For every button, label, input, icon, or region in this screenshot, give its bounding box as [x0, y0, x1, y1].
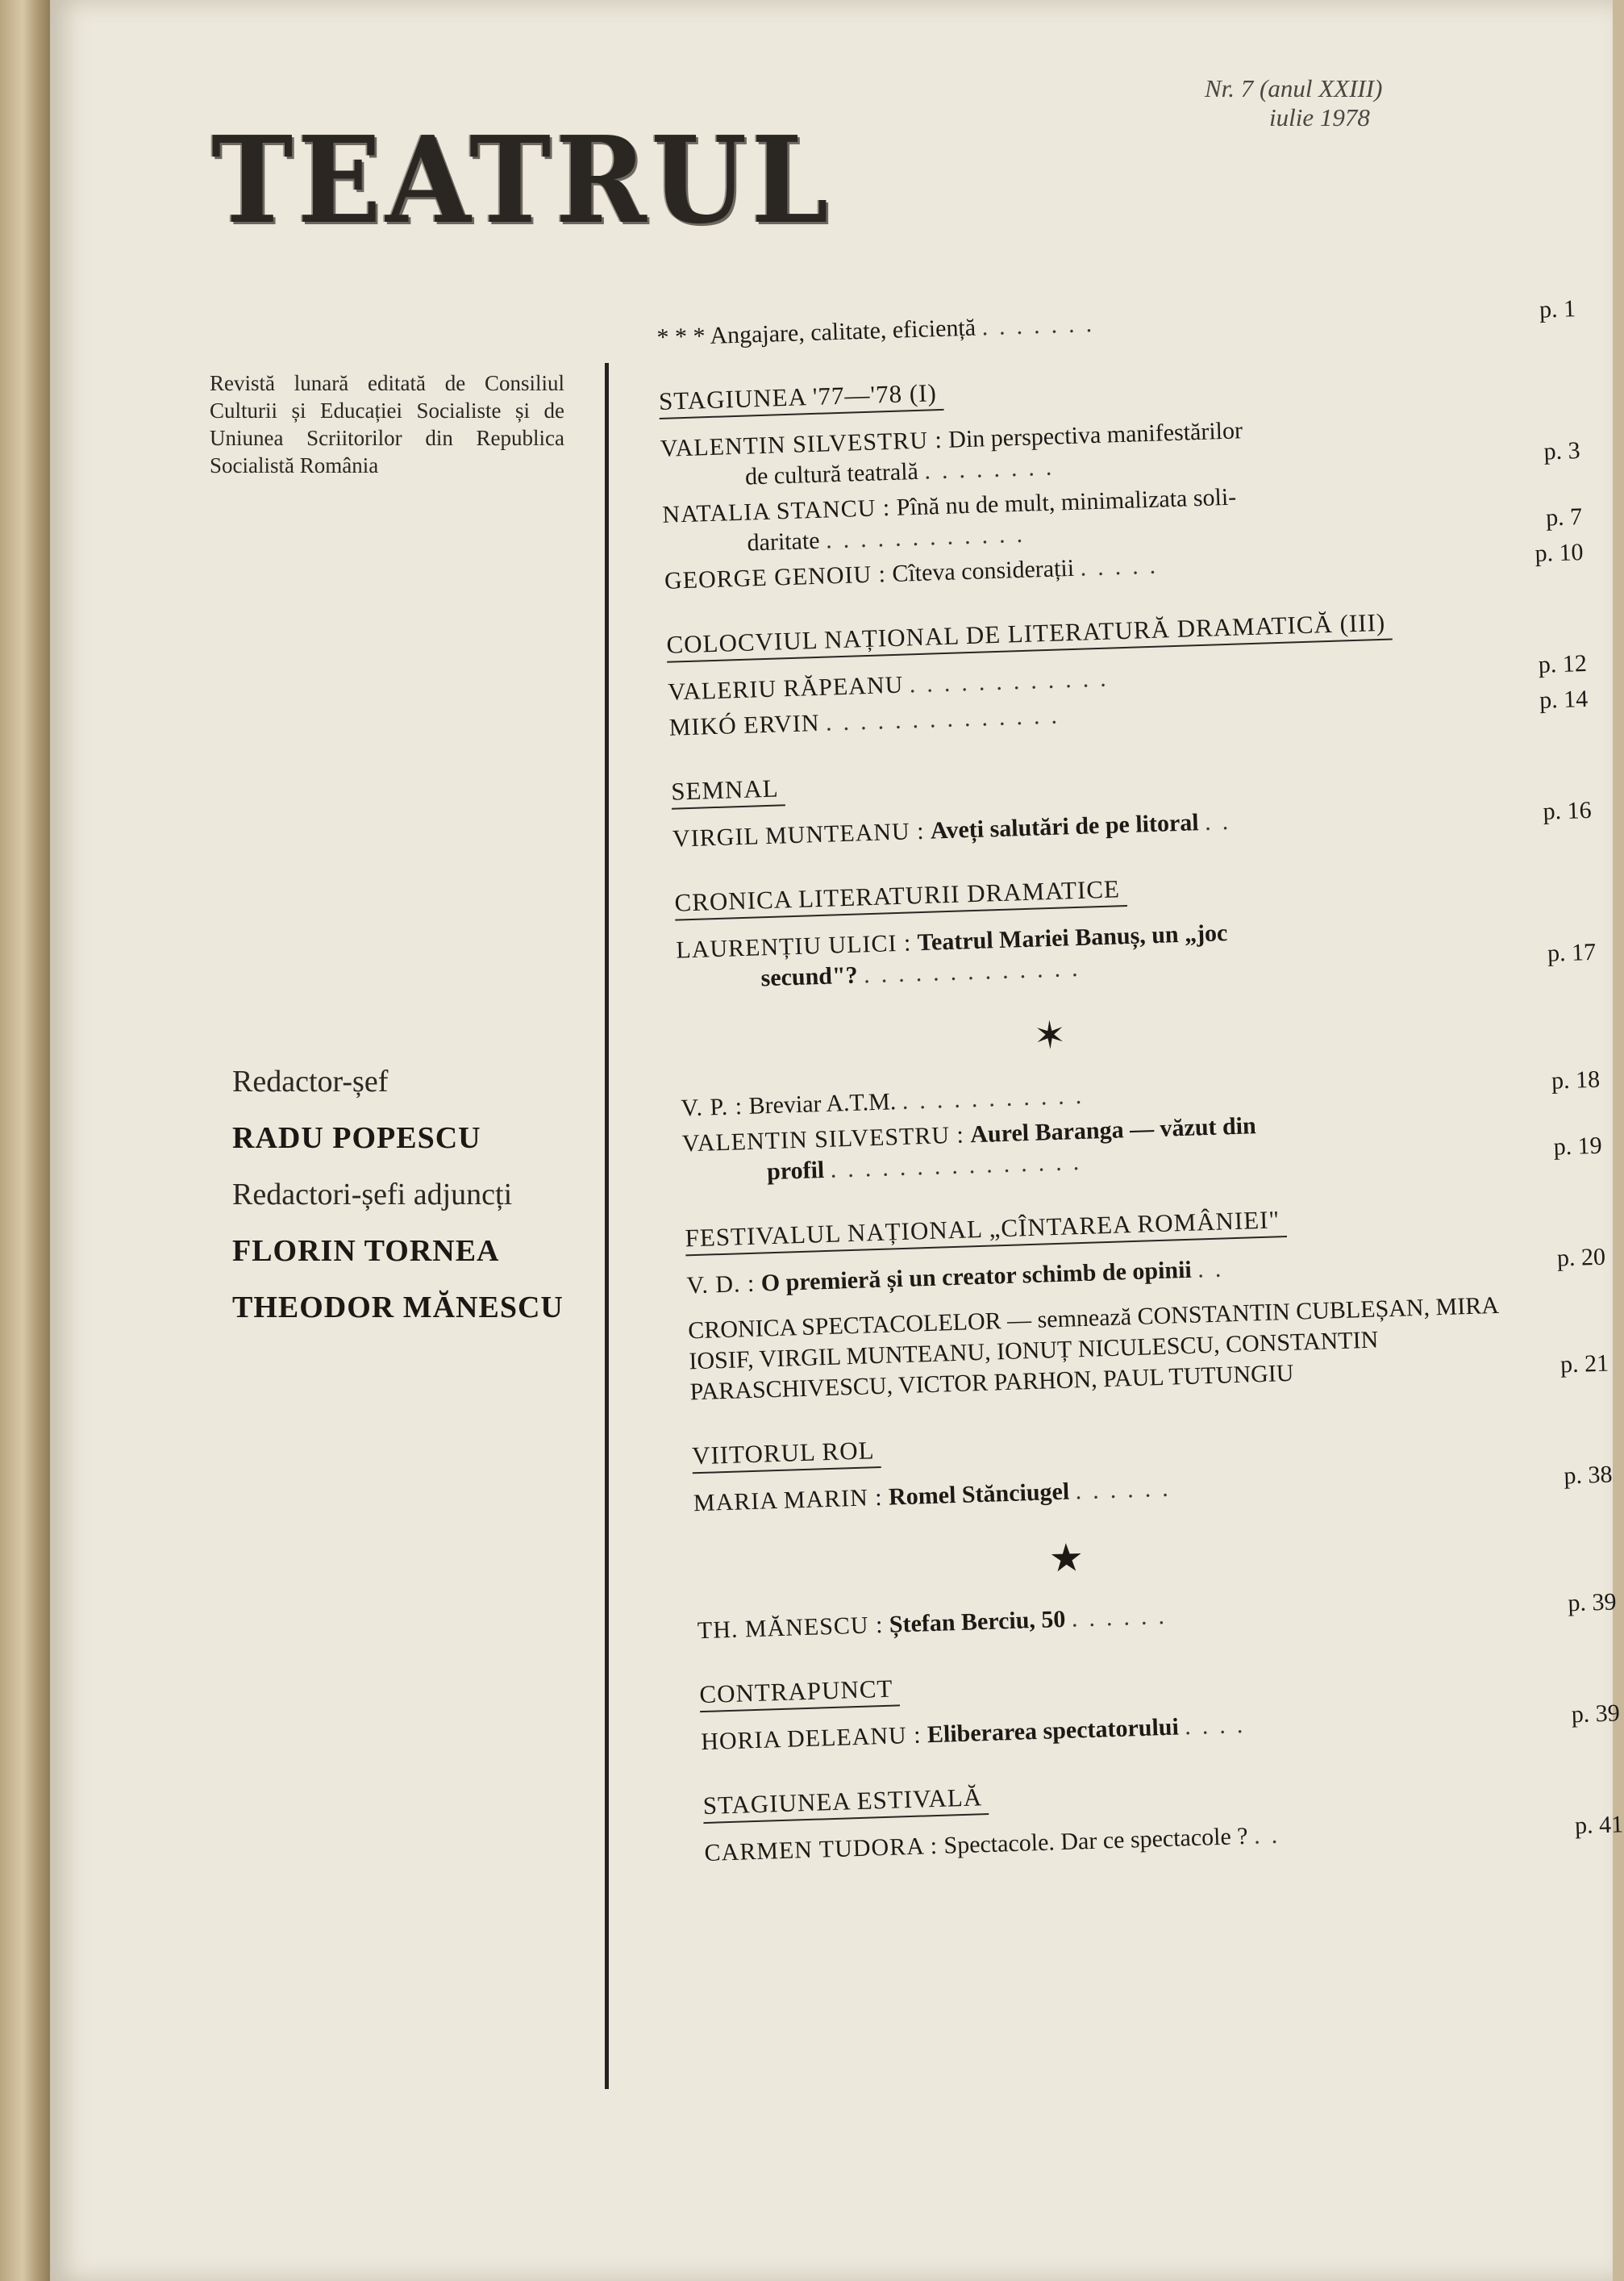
toc-page-number: p. 12: [1538, 649, 1588, 678]
toc-entry-title: * * * Angajare, calitate, eficiență: [656, 314, 976, 351]
chief-editor-name: RADU POPESCU: [232, 1121, 481, 1155]
toc-author: MARIA MARIN :: [693, 1483, 884, 1517]
toc-entry: GEORGE GENOIU : Cîteva considerații ..... p. 10: [664, 539, 1584, 594]
masthead: [211, 110, 833, 250]
toc-entry-title: O premieră și un creator schimb de opinii: [760, 1256, 1193, 1297]
masthead-logo: TEATRUL: [211, 110, 833, 250]
toc-author: V. D. :: [686, 1270, 756, 1299]
table-of-contents: [656, 294, 1624, 1874]
toc-entry-title: Aveți salutări de pe litoral: [930, 809, 1200, 844]
separator-star-icon: ★: [1048, 1537, 1085, 1581]
toc-page-number: p. 39: [1571, 1699, 1621, 1728]
toc-author: VALENTIN SILVESTRU :: [660, 426, 943, 462]
column-divider: [605, 363, 609, 2089]
toc-section-heading: SEMNAL: [671, 772, 786, 809]
toc-entry: CARMEN TUDORA : Spectacole. Dar ce spectacole ? .. p. 41: [704, 1811, 1624, 1867]
toc-page-number: p. 3: [1543, 437, 1581, 465]
toc-page-number: p. 16: [1543, 796, 1593, 825]
toc-entry: MIKÓ ERVIN .............. p. 14: [668, 685, 1589, 741]
toc-entry-title: Eliberarea spectatorului: [927, 1713, 1180, 1749]
toc-entry: LAURENȚIU ULICI : Teatrul Mariei Banuș, un „joc secund"? ............. p. 17: [675, 919, 1597, 992]
toc-section-heading: FESTIVALUL NAȚIONAL „CÎNTAREA ROMÂNIEI": [685, 1203, 1287, 1256]
deputy-editors-label: Redactori-șefi adjuncți: [232, 1178, 513, 1211]
toc-author: TH. MĂNESCU :: [697, 1611, 884, 1645]
toc-page-number: p. 18: [1551, 1065, 1601, 1095]
toc-entry-title-cont: daritate: [747, 527, 821, 557]
toc-section-heading: CONTRAPUNCT: [699, 1672, 900, 1712]
magazine-page: [50, 0, 1624, 2281]
toc-entry: VALENTIN SILVESTRU : Din perspectiva manifestărilor de cultură teatrală ........ p. 3: [660, 417, 1581, 490]
toc-entry-title-cont: profil: [766, 1156, 825, 1186]
toc-author: VIRGIL MUNTEANU :: [672, 817, 926, 853]
publisher-blurb: Revistă lunară editată de Consiliul Culturii și Educației Socialiste și de Uniunea Scriitorilor din Republica Socialistă România: [210, 371, 564, 477]
toc-author: VALERIU RĂPEANU: [667, 671, 904, 706]
toc-entry-title: Breviar A.T.M.: [748, 1088, 897, 1120]
toc-page-number: p. 41: [1574, 1811, 1624, 1840]
toc-author: GEORGE GENOIU :: [664, 561, 887, 594]
toc-page-number: p. 7: [1545, 503, 1583, 532]
toc-section-heading: CRONICA LITERATURII DRAMATICE: [674, 873, 1127, 921]
toc-entry-title: Din perspectiva manifestărilor: [947, 417, 1243, 453]
toc-author: NATALIA STANCU :: [661, 494, 891, 528]
toc-section-heading: STAGIUNEA '77—'78 (I): [658, 377, 943, 419]
toc-entry-title: CRONICA SPECTACOLELOR — semnează CONSTANTIN CUBLEȘAN, MIRA IOSIF, VIRGIL MUNTEANU, IONUȚ NICULESCU, CONSTANTIN PARASCHIVESCU, VICTOR PARHON, PAUL TUTUNGIU: [687, 1291, 1498, 1406]
toc-author: V. P. :: [681, 1093, 743, 1122]
toc-entry: * * * Angajare, calitate, eficiență ....... p. 1: [656, 295, 1576, 351]
toc-entry: VALENTIN SILVESTRU : Aurel Baranga — văzut din profil ............... p. 19: [681, 1112, 1603, 1186]
toc-page-number: p. 17: [1547, 938, 1597, 967]
toc-page-number: p. 20: [1556, 1243, 1606, 1272]
deputy-editor-name: THEODOR MĂNESCU: [232, 1291, 564, 1324]
toc-author: MIKÓ ERVIN: [668, 709, 820, 741]
toc-entry: VIRGIL MUNTEANU : Aveți salutări de pe litoral .. p. 16: [672, 796, 1593, 853]
toc-author: CARMEN TUDORA :: [704, 1832, 939, 1867]
toc-page-number: p. 14: [1539, 685, 1589, 714]
toc-entry: V. D. : O premieră și un creator schimb de opinii .. p. 20: [686, 1243, 1606, 1299]
toc-page-number: p. 1: [1539, 295, 1576, 323]
toc-author: LAURENȚIU ULICI :: [675, 929, 912, 964]
issue-info: [1205, 74, 1471, 132]
toc-page-number: p. 39: [1567, 1588, 1617, 1617]
toc-entry-title: Cîteva considerații: [891, 554, 1075, 587]
toc-entry: VALERIU RĂPEANU ............ p. 12: [667, 649, 1588, 706]
toc-author: HORIA DELEANU :: [700, 1721, 922, 1756]
toc-page-number: p. 38: [1563, 1461, 1613, 1490]
toc-entry-title: Aurel Baranga — văzut din: [969, 1112, 1257, 1149]
chief-editor-label: Redactor-șef: [232, 1065, 389, 1099]
toc-entry: HORIA DELEANU : Eliberarea spectatorului .... p. 39: [700, 1699, 1621, 1756]
issue-date: iulie 1978: [1269, 103, 1370, 131]
toc-entry: MARIA MARIN : Romel Stănciugel ...... p. 38: [693, 1461, 1613, 1517]
toc-entry: [688, 1287, 1609, 1408]
book-binding: [0, 0, 50, 2281]
toc-entry-title: Romel Stănciugel: [888, 1478, 1070, 1511]
toc-page-number: p. 21: [1559, 1349, 1609, 1378]
toc-entry-title-cont: secund"?: [760, 961, 859, 992]
toc-entry: TH. MĂNESCU : Ștefan Berciu, 50 ...... p. 39: [697, 1588, 1617, 1645]
toc-section-heading: STAGIUNEA ESTIVALĂ: [702, 1781, 989, 1824]
toc-entry-title-cont: de cultură teatrală: [744, 457, 919, 490]
toc-entry: V. P. : Breviar A.T.M. ........... p. 18: [681, 1065, 1601, 1122]
toc-page-number: p. 19: [1553, 1132, 1603, 1161]
deputy-editor-name: FLORIN TORNEA: [232, 1234, 500, 1268]
toc-entry-title: Teatrul Mariei Banuș, un „joc: [917, 919, 1228, 957]
toc-section-heading: VIITORUL ROL: [692, 1434, 882, 1474]
toc-page-number: p. 10: [1534, 539, 1584, 567]
issue-number: Nr. 7 (anul XXIII): [1205, 74, 1383, 102]
editorial-board: [232, 1063, 603, 1345]
toc-entry: NATALIA STANCU : Pînă nu de mult, minimalizata soli- daritate ............ p. 7: [661, 483, 1583, 557]
toc-section-heading: COLOCVIUL NAȚIONAL DE LITERATURĂ DRAMATICĂ (III): [666, 607, 1393, 663]
toc-entry-title: Spectacole. Dar ce spectacole ?: [943, 1822, 1249, 1859]
toc-entry-title: Pînă nu de mult, minimalizata soli-: [896, 483, 1237, 521]
toc-author: VALENTIN SILVESTRU :: [681, 1121, 965, 1157]
separator-star-icon: ✶: [1033, 1014, 1067, 1058]
toc-entry-title: Ștefan Berciu, 50: [889, 1605, 1066, 1638]
